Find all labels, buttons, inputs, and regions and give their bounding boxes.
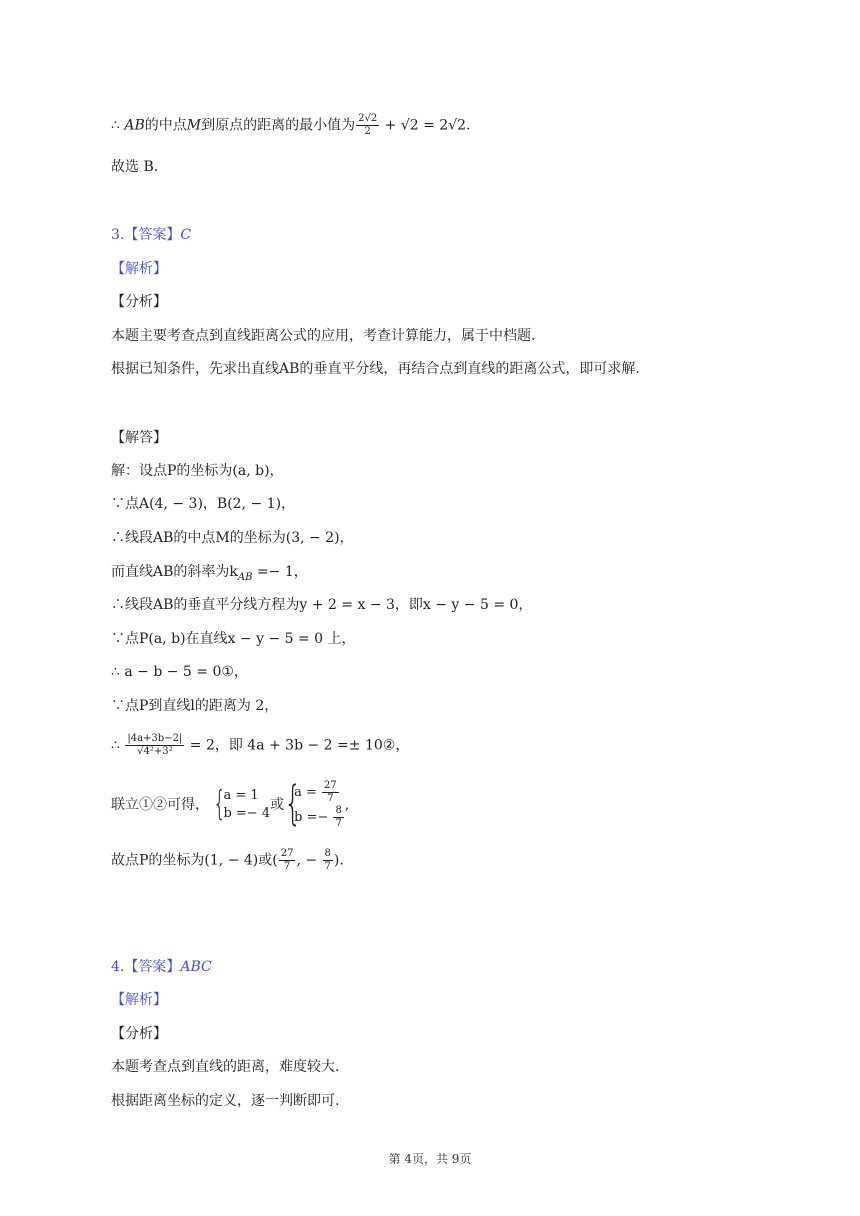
fraction-numerator: 8 [335, 805, 342, 816]
solution-step: ∵点P(a, b)在直线x − y − 5 = 0 上， [111, 631, 356, 647]
solution-step: 解：设点P的坐标为(a, b)， [111, 463, 284, 479]
fraction [356, 113, 379, 138]
choose-answer-line: 故选 B. [111, 159, 159, 175]
solution-step: ∵点A(4, − 3)，B(2, − 1)， [111, 496, 296, 512]
brace-icon: { [284, 776, 302, 830]
answer-value: ABC [180, 959, 212, 975]
fraction-denominator: 7 [283, 861, 291, 872]
fraction-numerator: 27 [324, 780, 337, 791]
system-row [294, 780, 345, 805]
conclusion-line [111, 113, 471, 138]
fraction-numerator: 27 [280, 848, 294, 859]
answer-label: 4.【答案】 [111, 959, 181, 975]
text-fragment: b =− [294, 810, 333, 825]
therefore-symbol: ∴ [111, 737, 125, 754]
text-fragment: 联立①②可得， [111, 797, 209, 813]
q3-answer-heading [111, 225, 191, 245]
q3-solution-heading: 【解答】 [111, 430, 167, 446]
answer-value: C [180, 227, 192, 243]
fraction [323, 848, 333, 873]
text-fragment: , [344, 797, 350, 813]
solution-step [111, 562, 308, 588]
q4-analysis-text: 根据距离坐标的定义，逐一判断即可. [111, 1093, 340, 1109]
brace-icon: { [213, 784, 227, 824]
fraction [333, 805, 343, 830]
q3-analysis-heading: 【解析】 [111, 261, 167, 277]
fraction-denominator: 7 [327, 793, 334, 804]
fraction-denominator: √4²+3² [137, 746, 173, 757]
solution-step: ∴线段AB的垂直平分线方程为y + 2 = x − 3，即x − y − 5 = 0， [111, 597, 533, 613]
page-footer: 第 4页，共 9页 [388, 1152, 472, 1166]
solution-step: ∴线段AB的中点M的坐标为(3, − 2)， [111, 530, 354, 546]
fraction-denominator: 2 [364, 126, 371, 137]
equation-system [284, 776, 345, 830]
q3-analysis-text: 根据已知条件，先求出直线AB的垂直平分线，再结合点到直线的距离公式，即可求解. [111, 361, 640, 377]
q4-fenxi-heading: 【分析】 [111, 1026, 167, 1042]
text-fragment: 的中点 [144, 117, 187, 134]
fraction-denominator: 7 [324, 861, 331, 872]
equation-system [213, 784, 271, 824]
text-fragment: + √2 = 2√2. [380, 117, 471, 134]
fraction-numerator: 2√2 [358, 113, 378, 124]
fraction-numerator: |4a+3b−2| [127, 733, 183, 744]
text-fragment: ). [333, 852, 344, 869]
system-row [294, 805, 345, 830]
text-fragment: = 2，即 4a + 3b − 2 =± 10②， [185, 737, 410, 754]
therefore-symbol: ∴ [111, 117, 125, 134]
math-ab: AB [124, 117, 145, 134]
system-row: a = 1 [223, 788, 259, 803]
q3-fenxi-heading: 【分析】 [111, 294, 167, 310]
math-m: M [186, 117, 202, 134]
fraction [322, 780, 339, 805]
answer-label: 3.【答案】 [111, 227, 181, 243]
solution-final-line [111, 848, 344, 873]
fraction-numerator: 8 [324, 848, 331, 859]
fraction [125, 733, 184, 758]
text-fragment: 或 [270, 797, 285, 813]
text-fragment: , − [296, 852, 322, 869]
solution-step: ∵点P到直线l的距离为 2， [111, 698, 279, 714]
solution-system-line [111, 776, 350, 830]
q4-analysis-heading: 【解析】 [111, 992, 167, 1008]
q4-analysis-text: 本题考查点到直线的距离，难度较大. [111, 1059, 340, 1075]
text-fragment: 而直线AB的斜率为k [111, 564, 238, 580]
text-fragment: a = [294, 785, 322, 800]
solution-step [111, 733, 409, 758]
solution-step: ∴ a − b − 5 = 0①， [111, 664, 248, 680]
q3-analysis-text: 本题主要考查点到直线距离公式的应用，考查计算能力，属于中档题. [111, 328, 536, 344]
text-fragment: 故点P的坐标为(1, − 4)或( [111, 852, 278, 869]
fraction-denominator: 7 [335, 818, 342, 829]
text-fragment: 到原点的距离的最小值为 [201, 117, 356, 134]
fraction [279, 848, 296, 873]
system-row: b =− 4 [223, 806, 271, 821]
text-fragment: =− 1， [252, 564, 308, 580]
subscript: AB [237, 571, 253, 583]
q4-answer-heading [111, 957, 212, 977]
